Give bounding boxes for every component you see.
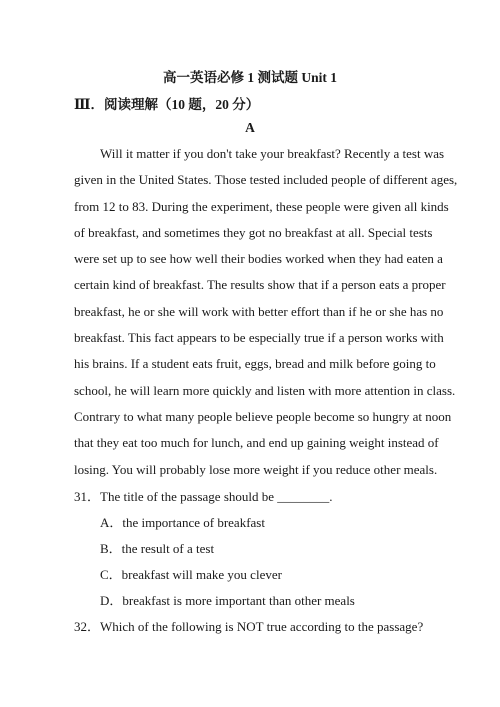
option-c: C．breakfast will make you clever [100, 567, 282, 582]
section-heading: Ⅲ．阅读理解（10 题，20 分） [74, 97, 260, 112]
passage-line: were set up to see how well their bodies worked when they had eaten a [74, 251, 443, 267]
passage-letter: A [245, 120, 255, 135]
passage-line: Will it matter if you don't take your breakfast? Recently a test was [100, 146, 445, 161]
passage-line: certain kind of breakfast. The results show that if a person eats a proper [74, 277, 446, 293]
page-title: 高一英语必修 1 测试题 Unit 1 [162, 70, 337, 85]
passage-line: losing. You will probably lose more weight if you reduce other meals. [74, 461, 438, 477]
reading-passage [74, 141, 458, 483]
passage-line: breakfast, he or she will work with better effort than if he or she has no [74, 303, 444, 319]
option-d: D．breakfast is more important than other meals [100, 593, 355, 608]
passage-line: Contrary to what many people believe people become so hungry at noon [74, 408, 452, 424]
option-a: A．the importance of breakfast [100, 515, 265, 530]
passage-line: his brains. If a student eats fruit, eggs, bread and milk before going to [74, 356, 436, 372]
question-32: 32．Which of the following is NOT true according to the passage? [74, 619, 424, 634]
passage-line: from 12 to 83. During the experiment, these people were given all kinds [74, 198, 449, 214]
passage-line: breakfast. This fact appears to be especially true if a person works with [74, 330, 444, 346]
question-31: 31．The title of the passage should be ________. [74, 489, 333, 504]
passage-line: school, he will learn more quickly and listen with more attention in class. [74, 382, 456, 398]
option-b: B．the result of a test [100, 541, 215, 556]
passage-line: of breakfast, and sometimes they got no breakfast at all. Special tests [74, 224, 433, 240]
passage-line: given in the United States. Those tested included people of different ages, [74, 172, 458, 188]
passage-line: that they eat too much for lunch, and end up gaining weight instead of [74, 435, 439, 451]
